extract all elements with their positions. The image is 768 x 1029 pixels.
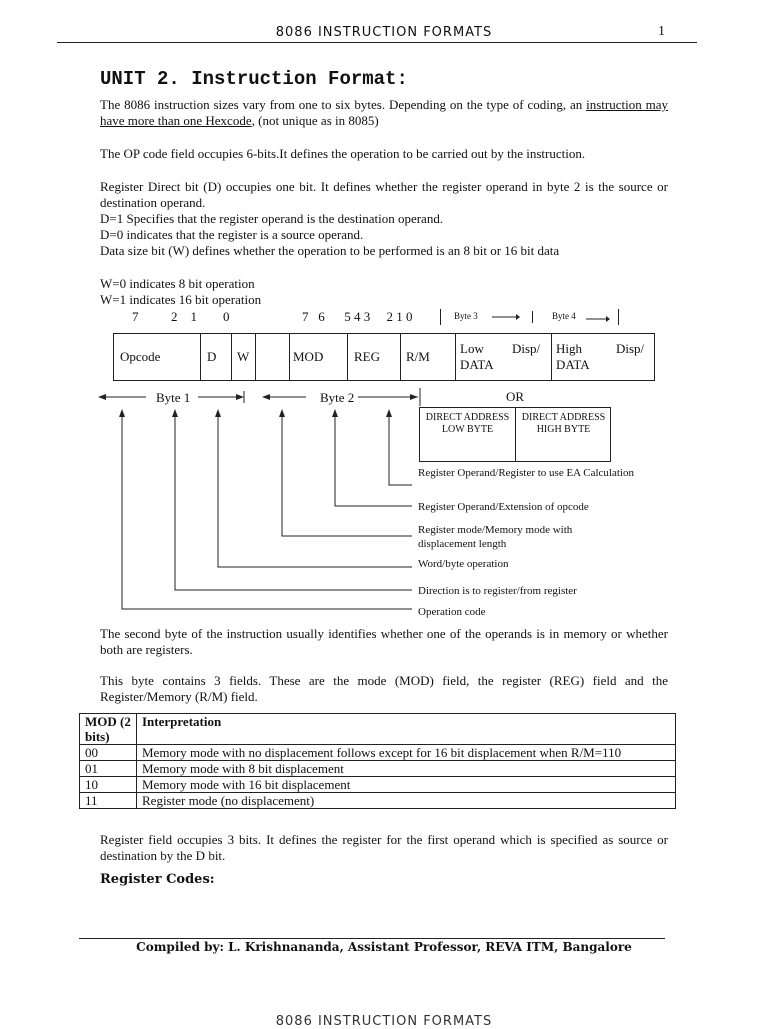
intro-paragraph-3: Register Direct bit (D) occupies one bit. It defines whether the register operand in byte 2 is the source or destination operand. D=1 Specifies that the register operand is the destination operand. D=0 indicates that the register is a source operand. Data size bit (W) defines whether the operation to be performed is an 8 bit or 16 bit data (100, 179, 668, 258)
byte4-arrow-icon (584, 313, 610, 325)
table-header-interpretation: Interpretation (137, 714, 676, 745)
field-high-disp: Disp/ (616, 341, 645, 356)
direct-address-low: DIRECT ADDRESS LOW BYTE (425, 412, 510, 435)
byte4-label: Byte 4 (552, 311, 576, 321)
byte1-label: Byte 1 (156, 390, 191, 405)
or-label: OR (506, 389, 525, 404)
field-d: D (207, 349, 217, 364)
table-row: 01 Memory mode with 8 bit displacement (80, 761, 676, 777)
page-number: 1 (658, 24, 665, 39)
annotation-reg: Register Operand/Extension of opcode (418, 501, 589, 513)
field-low: Low (460, 341, 484, 356)
next-page-header: 8086 INSTRUCTION FORMATS (275, 1014, 493, 1029)
byte4-end-mark (618, 309, 619, 325)
table-header-mod: MOD (2 bits) (80, 714, 137, 745)
annotation-mod: Register mode/Memory mode with displacement length (418, 524, 573, 550)
mod-table (79, 713, 676, 809)
footer-credit: Compiled by: L. Krishnananda, Assistant Professor, REVA ITM, Bangalore (136, 940, 632, 954)
annotation-rm: Register Operand/Register to use EA Calculation (418, 467, 634, 479)
intro-paragraph-2: The OP code field occupies 6-bits.It defines the operation to be carried out by the instruction. (100, 146, 586, 161)
footer-rule (79, 938, 665, 939)
byte2-end-mark (440, 309, 441, 325)
second-byte-paragraph-2: This byte contains 3 fields. These are the mode (MOD) field, the register (REG) field and the Register/Memory (R/M) field. (100, 673, 668, 704)
d0-line: D=0 indicates that the register is a source operand. (100, 227, 364, 242)
format-diagram-lines (0, 385, 768, 625)
bits-byte2: 7 6 5 4 3 2 1 0 (302, 309, 413, 324)
bits-byte1: 7 2 1 0 (132, 309, 230, 324)
table-row: 11 Register mode (no displacement) (80, 793, 676, 809)
register-codes-heading: Register Codes: (100, 872, 215, 887)
annotation-d: Direction is to register/from register (418, 585, 577, 597)
page-header-title: 8086 INSTRUCTION FORMATS (275, 25, 493, 40)
w0-line: W=0 indicates 8 bit operation (100, 276, 255, 291)
annotation-opcode: Operation code (418, 606, 486, 618)
header-rule (57, 42, 697, 43)
annotation-w: Word/byte operation (418, 558, 509, 570)
field-high-data: DATA (556, 357, 590, 372)
byte3-end-mark (532, 311, 533, 323)
table-row: 00 Memory mode with no displacement follows except for 16 bit displacement when R/M=110 (80, 745, 676, 761)
field-high: High (556, 341, 582, 356)
w-description: Data size bit (W) defines whether the operation to be performed is an 8 bit or 16 bit data (100, 243, 560, 258)
intro-paragraph-1: The 8086 instruction sizes vary from one to six bytes. Depending on the type of coding, an instruction may have more than one Hexcode, (not unique as in 8085) (100, 97, 668, 128)
second-byte-paragraph-1: The second byte of the instruction usually identifies whether one of the operands is in memory or whether both are registers. (100, 626, 668, 657)
field-mod: MOD (293, 349, 324, 364)
w-values (100, 276, 668, 308)
direct-address-high: DIRECT ADDRESS HIGH BYTE (521, 412, 606, 435)
d1-line: D=1 Specifies that the register operand is the destination operand. (100, 211, 444, 226)
field-low-disp: Disp/ (512, 341, 541, 356)
table-row: 10 Memory mode with 16 bit displacement (80, 777, 676, 793)
field-w: W (237, 349, 250, 364)
field-low-data: DATA (460, 357, 494, 372)
w1-line: W=1 indicates 16 bit operation (100, 292, 262, 307)
byte3-label: Byte 3 (454, 311, 478, 321)
register-field-paragraph: Register field occupies 3 bits. It defines the register for the first operand which is specified as source or destination by the D bit. (100, 832, 668, 863)
unit-title: UNIT 2. Instruction Format: (100, 68, 408, 90)
table-header-row (80, 714, 676, 745)
byte3-arrow-icon (490, 311, 520, 323)
byte2-label: Byte 2 (320, 390, 355, 405)
field-rm: R/M (406, 349, 430, 364)
field-reg: REG (354, 349, 380, 364)
field-opcode: Opcode (120, 349, 161, 364)
